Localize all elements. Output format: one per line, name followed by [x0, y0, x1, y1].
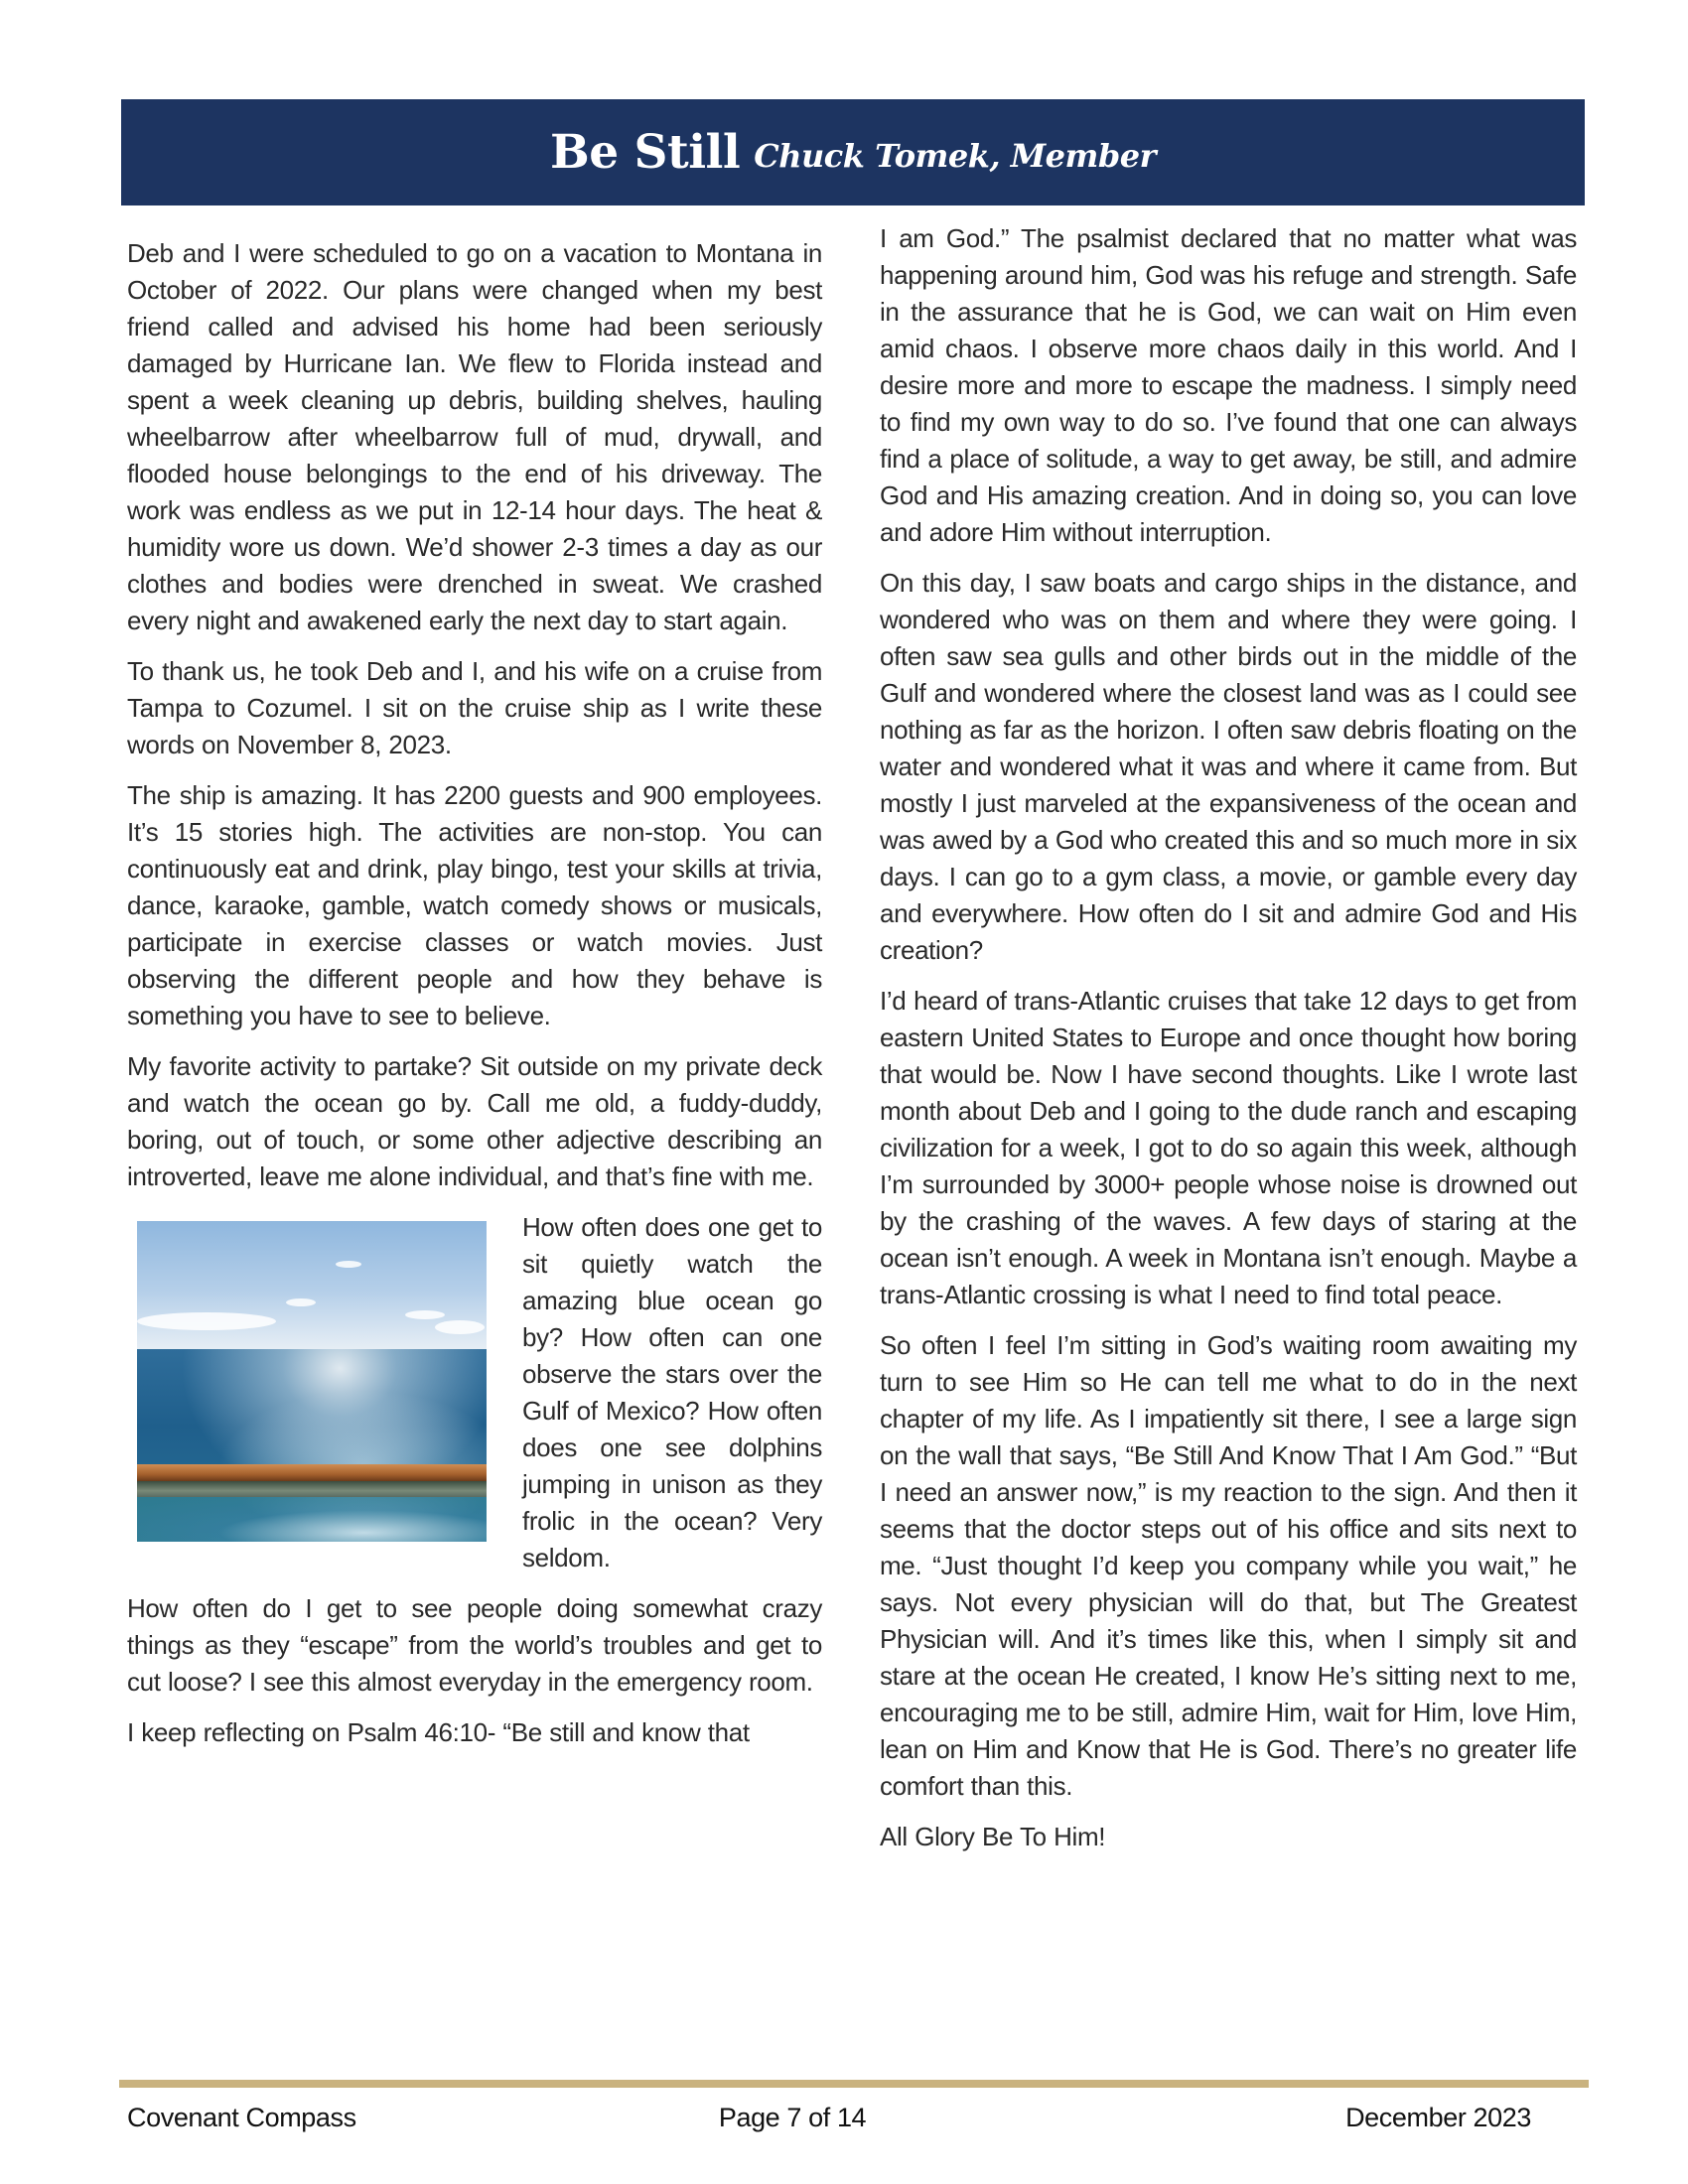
paragraph: I’d heard of trans-Atlantic cruises that take 12 days to get from eastern United States to Europe and once thought how boring that would be. Now I have second thoughts. Like I wrote last month about Deb and I going to the dude ranch and escaping civilization for a week, I got to do so again this week, although I’m surrounded by 3000+ people whose noise is drowned out by the crashing of the waves. A few days of staring at the ocean isn’t enough. A week in Montana isn’t enough. Maybe a trans-Atlantic crossing is what I need to find total peace. [880, 986, 1577, 1309]
footer-date: December 2023 [1345, 2103, 1531, 2132]
photo-sky [137, 1221, 487, 1349]
ocean-photo [137, 1221, 487, 1542]
paragraph-text: How often does one get to sit quietly watch the amazing blue ocean go by? How often can one observe the stars over the Gulf of Mexico? How often does one see dolphins jumping in unison as they frolic in the ocean? Very seldom. [522, 1212, 822, 1572]
photo-railing-lower [137, 1481, 487, 1497]
photo-wake [137, 1497, 487, 1542]
paragraph: I keep reflecting on Psalm 46:10- “Be still and know that [127, 1717, 750, 1747]
right-column [880, 220, 1577, 1869]
cloud-icon [336, 1261, 361, 1268]
cloud-icon [137, 1312, 276, 1330]
closing-line: All Glory Be To Him! [880, 1822, 1106, 1851]
paragraph: The ship is amazing. It has 2200 guests and 900 employees. It’s 15 stories high. The activities are non-stop. You can continuously eat and drink, play bingo, test your skills at trivia, dance, karaoke, gamble, watch comedy shows or musicals, participate in exercise classes or watch movies. Just observing the different people and how they behave is something you have to see to believe. [127, 780, 822, 1030]
left-column [127, 235, 822, 1765]
paragraph: My favorite activity to partake? Sit outside on my private deck and watch the ocean go by. Call me old, a fuddy-duddy, boring, out of touch, or some other adjective describing an introverted, leave me alone individual, and that’s fine with me. [127, 1051, 822, 1191]
paragraph: How often do I get to see people doing somewhat crazy things as they “escape” from the world’s troubles and get to cut loose? I see this almost everyday in the emergency room. [127, 1593, 822, 1697]
footer-divider [119, 2080, 1589, 2088]
footer-publication: Covenant Compass [127, 2103, 356, 2132]
cloud-icon [435, 1320, 485, 1334]
article-title: Be Still [550, 125, 741, 180]
paragraph: Deb and I were scheduled to go on a vacation to Montana in October of 2022. Our plans were changed when my best friend called and advised his home had been seriously damaged by Hurricane Ian. We flew to Florida instead and spent a week cleaning up debris, building shelves, hauling wheelbarrow after wheelbarrow full of mud, drywall, and flooded house belongings to the end of his driveway. The work was endless as we put in 12-14 hour days. The heat & humidity wore us down. We’d shower 2-3 times a day as our clothes and bodies were drenched in sweat. We crashed every night and awakened early the next day to start again. [127, 238, 822, 635]
paragraph: On this day, I saw boats and cargo ships in the distance, and wondered who was on them and where they were going. I often saw sea gulls and other birds out in the middle of the Gulf and wondered where the closest land was as I could see nothing as far as the horizon. I often saw debris floating on the water and wondered what it was and where it came from. But mostly I just marveled at the expansiveness of the ocean and was awed by a God who created this and so much more in six days. I can go to a gym class, a movie, or gamble every day and everywhere. How often do I sit and admire God and His creation? [880, 568, 1577, 965]
paragraph: I am God.” The psalmist declared that no matter what was happening around him, God was his refuge and strength. Safe in the assurance that he is God, we can wait on Him even amid chaos. I observe more chaos daily in this world. And I desire more and more to escape the madness. I simply need to find my own way to do so. I’ve found that one can always find a place of solitude, a way to get away, be still, and admire God and His amazing creation. And in doing so, you can love and adore Him without interruption. [880, 223, 1577, 547]
cloud-icon [286, 1298, 316, 1306]
page-footer [127, 2103, 1531, 2142]
article-byline: Chuck Tomek, Member [754, 136, 1156, 175]
paragraph-with-photo [127, 1209, 822, 1576]
paragraph: To thank us, he took Deb and I, and his wife on a cruise from Tampa to Cozumel. I sit on the cruise ship as I write these words on November 8, 2023. [127, 656, 822, 759]
cloud-icon [405, 1310, 445, 1319]
photo-railing [137, 1464, 487, 1480]
footer-page-number: Page 7 of 14 [718, 2103, 867, 2132]
article-header-band [121, 99, 1585, 205]
paragraph: So often I feel I’m sitting in God’s waiting room awaiting my turn to see Him so He can tell me what to do in the next chapter of my life. As I impatiently sit there, I see a large sign on the wall that says, “Be Still And Know That I Am God.” “But I need an answer now,” is my reaction to the sign. And then it seems that the doctor steps out of his office and sits next to me. “Just thought I’d keep you company while you wait,” he says. Not every physician will do that, but The Greatest Physician will. And it’s times like this, when I simply sit and stare at the ocean He created, I know He’s sitting next to me, encouraging me to be still, admire Him, wait for Him, love Him, lean on Him and Know that He is God. There’s no greater life comfort than this. [880, 1330, 1577, 1801]
